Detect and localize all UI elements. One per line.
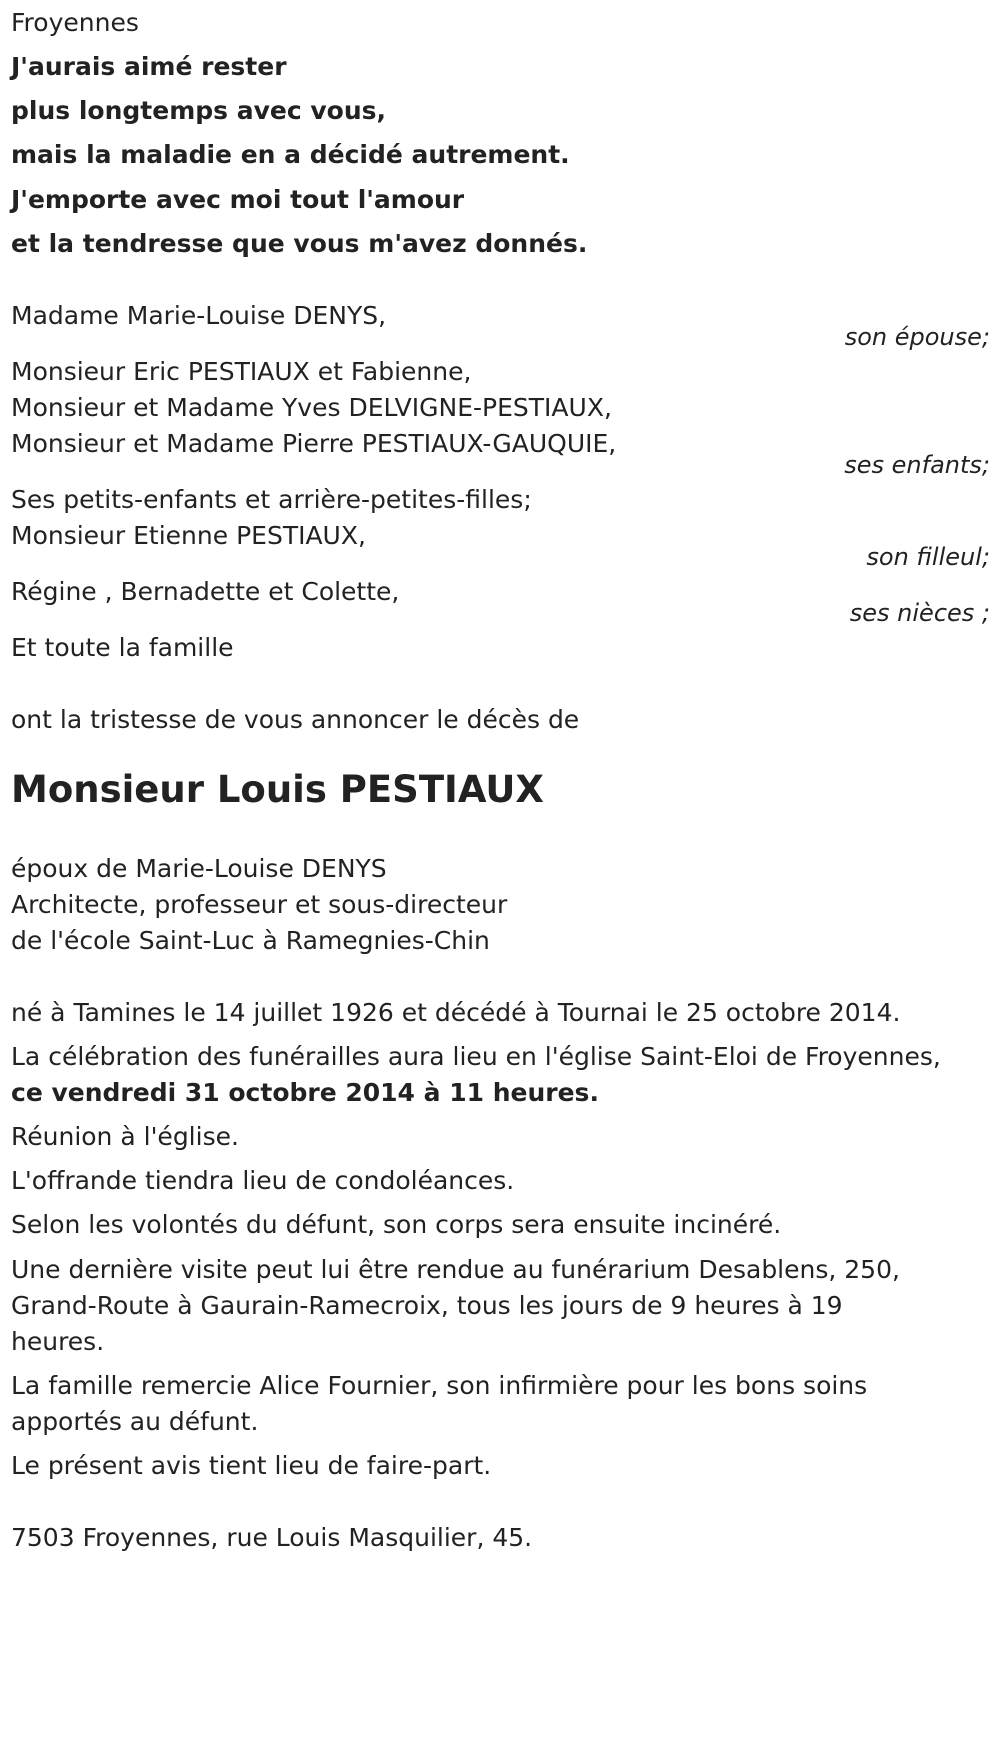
announcement-line: ont la tristesse de vous annoncer le décès de	[11, 705, 580, 734]
poem-line: J'emporte avec moi tout l'amour	[11, 185, 465, 214]
nieces-role: ses nièces ;	[849, 599, 990, 627]
spouse-line: Madame Marie-Louise DENYS,	[11, 301, 387, 330]
bio-line: Architecte, professeur et sous-directeur	[11, 890, 508, 919]
place-name: Froyennes	[11, 8, 139, 37]
visit-line: Grand-Route à Gaurain-Ramecroix, tous les jours de 9 heures à 19	[11, 1291, 843, 1320]
thanks-line: La famille remercie Alice Fournier, son infirmière pour les bons soins	[11, 1371, 868, 1400]
rest-of-family-line: Et toute la famille	[11, 633, 234, 662]
deceased-name: Monsieur Louis PESTIAUX	[11, 768, 544, 811]
child-line: Monsieur et Madame Yves DELVIGNE-PESTIAUX,	[11, 393, 612, 422]
children-role: ses enfants;	[844, 451, 990, 479]
funeral-date-line: ce vendredi 31 octobre 2014 à 11 heures.	[11, 1078, 599, 1107]
poem-line: mais la maladie en a décidé autrement.	[11, 140, 570, 169]
poem-line: et la tendresse que vous m'avez donnés.	[11, 229, 588, 258]
visit-line: heures.	[11, 1327, 105, 1356]
birth-death-line: né à Tamines le 14 juillet 1926 et décédé à Tournai le 25 octobre 2014.	[11, 998, 901, 1027]
address-line: 7503 Froyennes, rue Louis Masquilier, 45.	[11, 1523, 533, 1552]
funeral-line: La célébration des funérailles aura lieu en l'église Saint-Eloi de Froyennes,	[11, 1042, 941, 1071]
bio-line: époux de Marie-Louise DENYS	[11, 854, 387, 883]
visit-line: Une dernière visite peut lui être rendue au funérarium Desablens, 250,	[11, 1255, 900, 1284]
poem-line: plus longtemps avec vous,	[11, 96, 387, 125]
notice-line: Le présent avis tient lieu de faire-part.	[11, 1451, 492, 1480]
grandchildren-line: Ses petits-enfants et arrière-petites-filles;	[11, 485, 532, 514]
meeting-line: Réunion à l'église.	[11, 1122, 239, 1151]
child-line: Monsieur Eric PESTIAUX et Fabienne,	[11, 357, 472, 386]
thanks-line: apportés au défunt.	[11, 1407, 259, 1436]
child-line: Monsieur et Madame Pierre PESTIAUX-GAUQUIE,	[11, 429, 617, 458]
godson-role: son filleul;	[866, 543, 990, 571]
nieces-line: Régine , Bernadette et Colette,	[11, 577, 400, 606]
poem-line: J'aurais aimé rester	[11, 52, 287, 81]
godson-line: Monsieur Etienne PESTIAUX,	[11, 521, 366, 550]
cremation-line: Selon les volontés du défunt, son corps sera ensuite incinéré.	[11, 1210, 782, 1239]
offering-line: L'offrande tiendra lieu de condoléances.	[11, 1166, 515, 1195]
bio-line: de l'école Saint-Luc à Ramegnies-Chin	[11, 926, 490, 955]
spouse-role: son épouse;	[844, 323, 990, 351]
